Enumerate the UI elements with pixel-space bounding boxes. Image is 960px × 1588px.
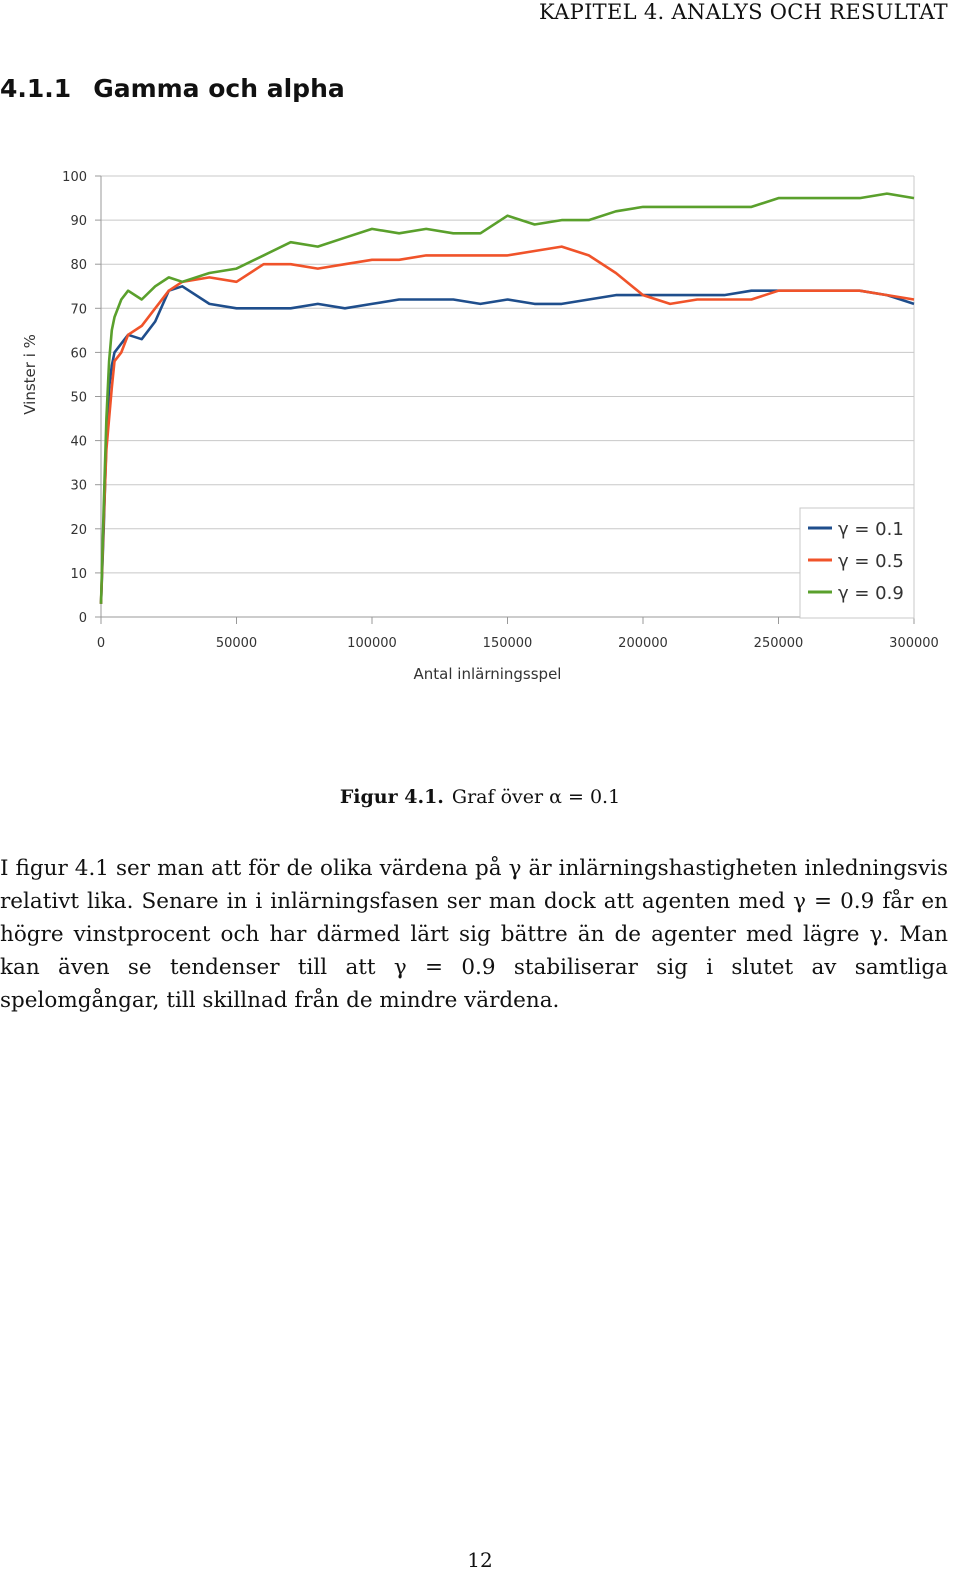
x-tick-label: 100000 (347, 636, 397, 651)
section-heading (0, 74, 345, 103)
section-title: Gamma och alpha (93, 74, 345, 103)
y-tick-label: 40 (70, 434, 87, 450)
section-number: 4.1.1 (0, 74, 72, 103)
y-tick-label: 80 (70, 258, 87, 274)
figure-caption-text: Graf över α = 0.1 (451, 786, 621, 808)
y-tick-label: 50 (70, 390, 87, 406)
y-tick-label: 30 (70, 478, 87, 494)
x-tick-label: 150000 (482, 636, 533, 651)
line-chart (0, 150, 960, 710)
x-tick-label: 300000 (889, 636, 939, 651)
x-axis-title: Antal inlärningsspel (413, 665, 562, 683)
y-tick-label: 10 (70, 566, 87, 582)
series-line (101, 286, 914, 604)
figure-caption-label: Figur 4.1. (339, 786, 444, 808)
y-tick-label: 90 (70, 214, 87, 230)
chart (0, 150, 960, 710)
x-tick-label: 200000 (618, 636, 668, 651)
running-header: KAPITEL 4. ANALYS OCH RESULTAT (539, 0, 948, 24)
x-tick-label: 250000 (753, 636, 804, 651)
legend-label: γ = 0.5 (838, 551, 904, 572)
y-axis-title: Vinster i % (21, 334, 39, 415)
y-tick-label: 60 (70, 346, 87, 362)
legend-label: γ = 0.1 (838, 519, 904, 540)
x-tick-label: 0 (96, 636, 106, 651)
figure-caption (0, 786, 960, 808)
body-paragraph: I figur 4.1 ser man att för de olika värdena på γ är inlärningshastigheten inledningsvis relativt lika. Senare in i inlärningsfasen ser man dock att agenten med γ = 0.9 får en högre vinstprocent och har därmed lärt sig bättre än de agenter med lägre γ. Man kan även se tendenser till att γ = 0.9 stabiliserar sig i slutet av samtliga spelomgångar, till skillnad från de mindre värdena. (0, 856, 948, 1013)
y-tick-label: 70 (70, 302, 87, 318)
x-tick-label: 50000 (215, 636, 258, 651)
legend-label: γ = 0.9 (838, 583, 904, 604)
y-tick-label: 0 (78, 611, 87, 626)
y-tick-label: 100 (62, 170, 87, 185)
y-tick-label: 20 (70, 522, 87, 538)
page-number: 12 (467, 1548, 493, 1572)
